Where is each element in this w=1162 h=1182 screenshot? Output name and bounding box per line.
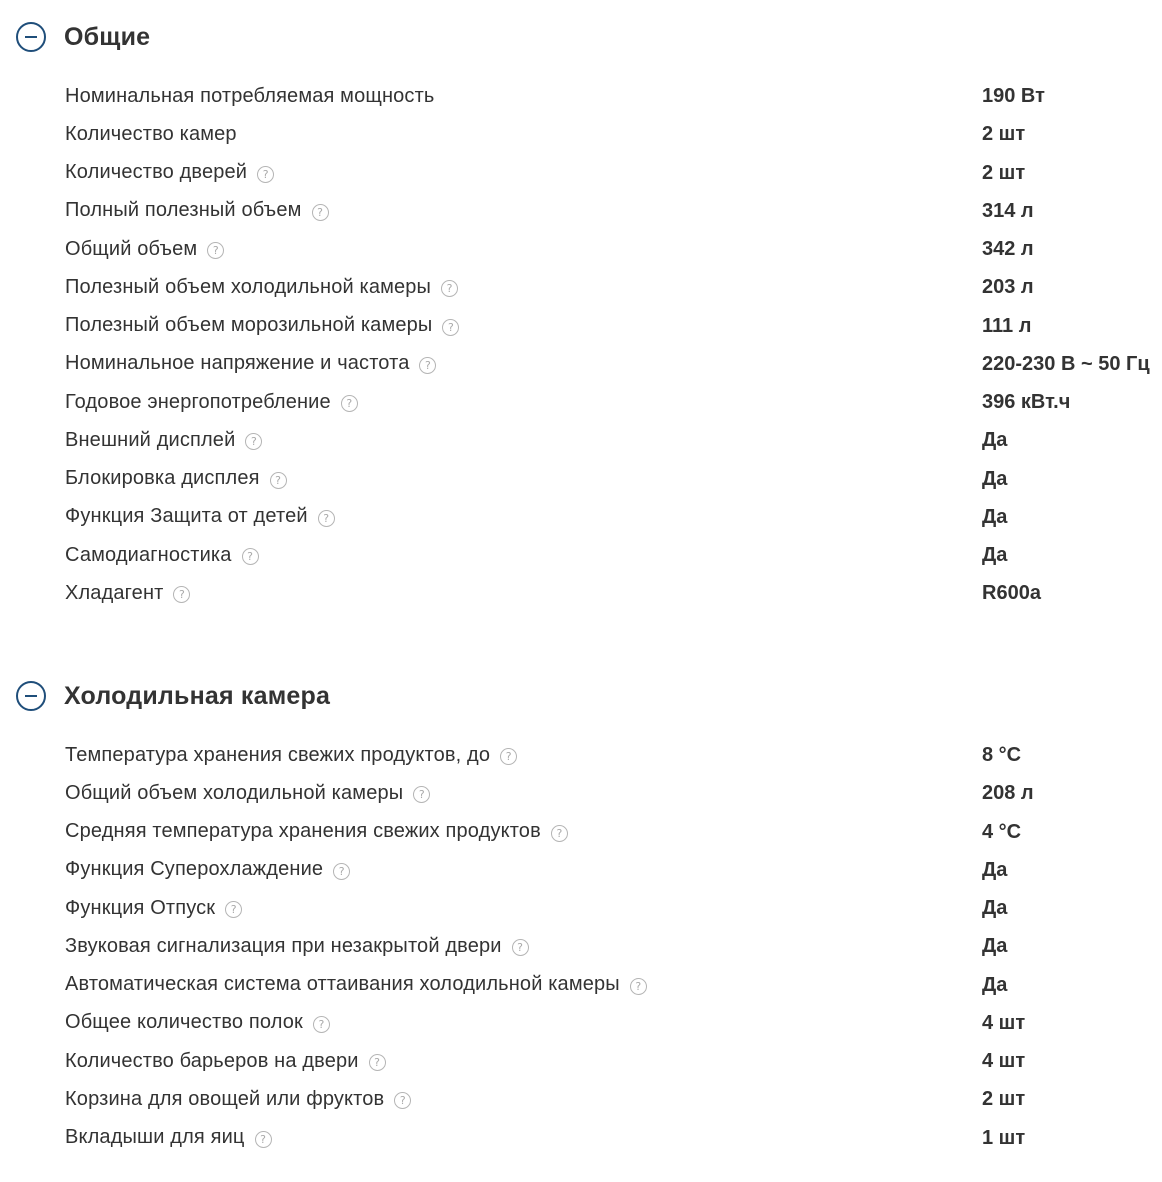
spec-row bbox=[0, 851, 1162, 889]
spec-label-wrap bbox=[65, 115, 237, 153]
spec-row bbox=[0, 536, 1162, 574]
spec-row bbox=[0, 1080, 1162, 1118]
spec-row bbox=[0, 1042, 1162, 1080]
spec-label: Полный полезный объем bbox=[65, 199, 302, 222]
spec-label-wrap bbox=[65, 1042, 386, 1080]
spec-row bbox=[0, 498, 1162, 536]
spec-row bbox=[0, 421, 1162, 459]
section-title: Общие bbox=[64, 22, 151, 51]
spec-label-wrap bbox=[65, 192, 329, 230]
spec-label-wrap bbox=[65, 498, 335, 536]
spec-label-wrap bbox=[65, 966, 647, 1004]
spec-label: Годовое энергопотребление bbox=[65, 390, 331, 413]
spec-label-wrap bbox=[65, 268, 458, 306]
spec-label-wrap bbox=[65, 851, 350, 889]
help-question-icon[interactable]: ? bbox=[225, 901, 242, 918]
help-question-icon[interactable]: ? bbox=[512, 939, 529, 956]
spec-label: Вкладыши для яиц bbox=[65, 1126, 245, 1148]
spec-label-wrap bbox=[65, 421, 262, 459]
spec-value: Да bbox=[982, 467, 1008, 490]
spec-label: Внешний дисплей bbox=[65, 428, 236, 451]
collapse-minus-icon[interactable] bbox=[16, 681, 46, 711]
spec-label: Количество камер bbox=[65, 122, 237, 145]
spec-label: Полезный объем морозильной камеры bbox=[65, 314, 433, 336]
spec-value: 208 л bbox=[982, 782, 1034, 805]
spec-value: R600a bbox=[982, 582, 1041, 605]
spec-label-wrap bbox=[65, 1119, 272, 1157]
spec-value: 111 л bbox=[982, 314, 1032, 337]
spec-label: Самодиагностика bbox=[65, 543, 232, 566]
spec-label-wrap bbox=[65, 774, 430, 812]
help-question-icon[interactable]: ? bbox=[394, 1092, 411, 1109]
spec-label-wrap bbox=[65, 230, 224, 268]
spec-row bbox=[0, 574, 1162, 612]
spec-label-wrap bbox=[65, 1004, 330, 1042]
help-question-icon[interactable]: ? bbox=[257, 166, 274, 183]
spec-row bbox=[0, 307, 1162, 345]
spec-row bbox=[0, 1004, 1162, 1042]
spec-value: 203 л bbox=[982, 276, 1034, 299]
help-question-icon[interactable]: ? bbox=[318, 510, 335, 527]
help-question-icon[interactable]: ? bbox=[270, 472, 287, 489]
help-question-icon[interactable]: ? bbox=[312, 204, 329, 221]
spec-label-wrap bbox=[65, 345, 436, 383]
spec-label: Общий объем bbox=[65, 237, 198, 260]
help-question-icon[interactable]: ? bbox=[441, 280, 458, 297]
spec-value: Да bbox=[982, 858, 1008, 881]
spec-label: Количество барьеров на двери bbox=[65, 1049, 359, 1072]
spec-value: 2 шт bbox=[982, 123, 1026, 146]
spec-label-wrap bbox=[65, 889, 242, 927]
spec-value: 2 шт bbox=[982, 161, 1026, 184]
spec-row bbox=[0, 736, 1162, 774]
spec-label-wrap bbox=[65, 813, 568, 851]
spec-label: Функция Защита от детей bbox=[65, 505, 308, 528]
spec-row bbox=[0, 889, 1162, 927]
help-question-icon[interactable]: ? bbox=[413, 786, 430, 803]
spec-label-wrap bbox=[65, 460, 287, 498]
spec-label-wrap bbox=[65, 574, 190, 612]
spec-value: 342 л bbox=[982, 238, 1034, 260]
spec-value: Да bbox=[982, 935, 1008, 958]
spec-row bbox=[0, 460, 1162, 498]
spec-label: Полезный объем холодильной камеры bbox=[65, 275, 432, 298]
spec-label-wrap bbox=[65, 154, 274, 192]
spec-row bbox=[0, 268, 1162, 306]
spec-label-wrap bbox=[65, 736, 517, 774]
spec-value: 1 шт bbox=[982, 1126, 1026, 1149]
spec-row bbox=[0, 966, 1162, 1004]
help-question-icon[interactable]: ? bbox=[207, 242, 224, 259]
spec-label: Средняя температура хранения свежих продуктов bbox=[65, 820, 541, 842]
spec-value: 190 Вт bbox=[982, 85, 1045, 107]
help-question-icon[interactable]: ? bbox=[630, 978, 647, 995]
spec-label-wrap bbox=[65, 1080, 411, 1118]
section-header-fridge-chamber[interactable] bbox=[16, 679, 330, 713]
spec-label-wrap bbox=[65, 536, 259, 574]
spec-row bbox=[0, 115, 1162, 153]
spec-value: 8 °C bbox=[982, 744, 1022, 766]
spec-value: 396 кВт.ч bbox=[982, 391, 1071, 413]
spec-label: Блокировка дисплея bbox=[65, 467, 260, 489]
help-question-icon[interactable]: ? bbox=[500, 748, 517, 765]
spec-row bbox=[0, 813, 1162, 851]
spec-label: Автоматическая система оттаивания холодильной камеры bbox=[65, 973, 620, 995]
spec-label: Номинальная потребляемая мощность bbox=[65, 84, 435, 107]
spec-label: Корзина для овощей или фруктов bbox=[65, 1087, 385, 1110]
spec-value: 4 шт bbox=[982, 1050, 1026, 1072]
spec-label: Номинальное напряжение и частота bbox=[65, 352, 410, 375]
help-question-icon[interactable]: ? bbox=[551, 825, 568, 842]
spec-label: Функция Суперохлаждение bbox=[65, 858, 324, 881]
help-question-icon[interactable]: ? bbox=[419, 357, 436, 374]
spec-label: Функция Отпуск bbox=[65, 896, 216, 919]
section-title: Холодильная камера bbox=[64, 681, 331, 710]
spec-row bbox=[0, 774, 1162, 812]
spec-value: 4 шт bbox=[982, 1011, 1026, 1034]
spec-label-wrap bbox=[65, 927, 529, 965]
spec-row bbox=[0, 230, 1162, 268]
help-question-icon[interactable]: ? bbox=[369, 1054, 386, 1071]
spec-label: Температура хранения свежих продуктов, до bbox=[65, 743, 491, 766]
section-header-general[interactable] bbox=[16, 20, 150, 54]
spec-value: Да bbox=[982, 897, 1008, 919]
spec-label: Общее количество полок bbox=[65, 1011, 303, 1034]
spec-row bbox=[0, 1119, 1162, 1157]
spec-value: 2 шт bbox=[982, 1088, 1026, 1111]
help-question-icon[interactable]: ? bbox=[255, 1131, 272, 1148]
spec-value: 314 л bbox=[982, 199, 1034, 222]
collapse-minus-icon[interactable] bbox=[16, 22, 46, 52]
spec-label-wrap bbox=[65, 383, 358, 421]
spec-row bbox=[0, 345, 1162, 383]
help-question-icon[interactable]: ? bbox=[245, 433, 262, 450]
help-question-icon[interactable]: ? bbox=[333, 863, 350, 880]
help-question-icon[interactable]: ? bbox=[173, 586, 190, 603]
spec-value: Да bbox=[982, 973, 1008, 996]
spec-row bbox=[0, 192, 1162, 230]
help-question-icon[interactable]: ? bbox=[313, 1016, 330, 1033]
spec-value: Да bbox=[982, 544, 1008, 566]
spec-row bbox=[0, 927, 1162, 965]
spec-value: 4 °C bbox=[982, 820, 1022, 843]
spec-value: Да bbox=[982, 429, 1008, 452]
spec-label: Хладагент bbox=[65, 581, 164, 604]
spec-label: Общий объем холодильной камеры bbox=[65, 781, 404, 804]
help-question-icon[interactable]: ? bbox=[442, 319, 459, 336]
spec-label: Звуковая сигнализация при незакрытой двери bbox=[65, 934, 502, 957]
spec-label-wrap bbox=[65, 77, 434, 115]
spec-row bbox=[0, 77, 1162, 115]
spec-label-wrap bbox=[65, 307, 459, 345]
spec-row bbox=[0, 383, 1162, 421]
spec-row bbox=[0, 154, 1162, 192]
spec-label: Количество дверей bbox=[65, 161, 248, 183]
help-question-icon[interactable]: ? bbox=[242, 548, 259, 565]
help-question-icon[interactable]: ? bbox=[341, 395, 358, 412]
spec-value: Да bbox=[982, 505, 1008, 528]
spec-value: 220-230 В ~ 50 Гц bbox=[982, 352, 1150, 375]
